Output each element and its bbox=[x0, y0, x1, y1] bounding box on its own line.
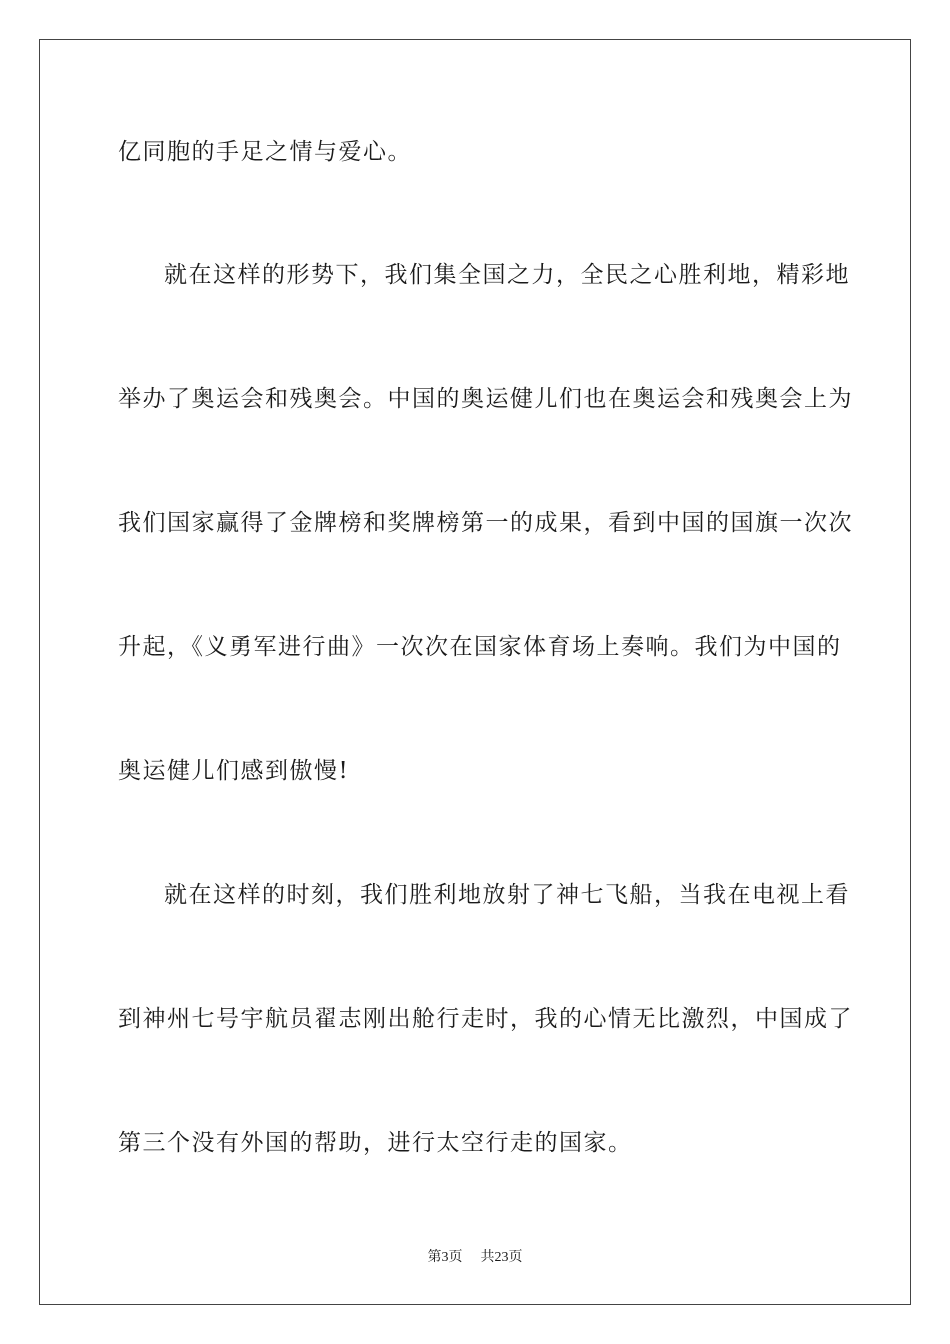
text-line-8: 到神州七号宇航员翟志刚出舱行走时，我的心情无比激烈，中国成了 bbox=[118, 1006, 853, 1032]
text-line-9: 第三个没有外国的帮助，进行太空行走的国家。 bbox=[118, 1130, 633, 1156]
text-line-4: 我们国家赢得了金牌榜和奖牌榜第一的成果，看到中国的国旗一次次 bbox=[118, 510, 853, 536]
page-footer bbox=[0, 1249, 950, 1267]
text-line-1: 亿同胞的手足之情与爱心。 bbox=[118, 139, 412, 165]
page-number-total: 共23页 bbox=[480, 1250, 523, 1265]
text-line-2: 就在这样的形势下，我们集全国之力，全民之心胜利地，精彩地 bbox=[164, 262, 850, 288]
text-line-6: 奥运健儿们感到傲慢! bbox=[118, 758, 350, 784]
page-number-current: 第3页 bbox=[427, 1250, 463, 1265]
text-line-3: 举办了奥运会和残奥会。中国的奥运健儿们也在奥运会和残奥会上为 bbox=[118, 386, 853, 412]
text-line-5: 升起，《义勇军进行曲》一次次在国家体育场上奏响。我们为中国的 bbox=[118, 634, 842, 660]
text-line-7: 就在这样的时刻，我们胜利地放射了神七飞船，当我在电视上看 bbox=[164, 882, 850, 908]
page-border bbox=[39, 39, 911, 1305]
